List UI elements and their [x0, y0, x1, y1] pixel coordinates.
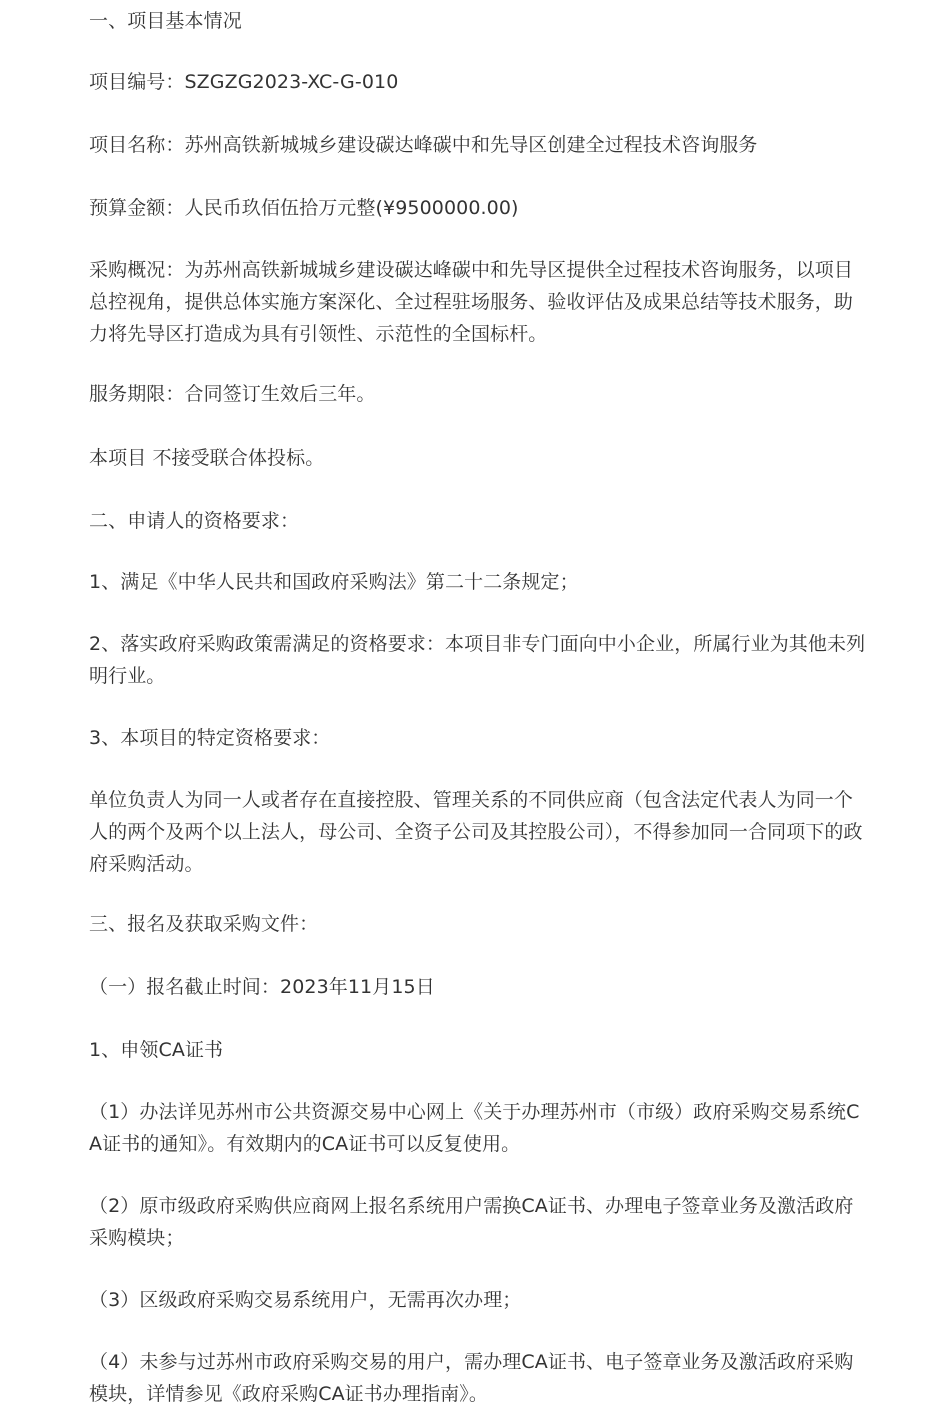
ca-item-4: （4）未参与过苏州市政府采购交易的用户，需办理CA证书、电子签章业务及激活政府采购模块，详情参见《政府采购CA证书办理指南》。	[89, 1351, 854, 1405]
ca-certificate-heading: 1、申领CA证书	[89, 1039, 224, 1061]
budget-amount: 预算金额：人民币玖佰伍拾万元整(¥9500000.00)	[89, 197, 519, 219]
qualification-item-3: 3、本项目的特定资格要求：	[89, 727, 331, 749]
ca-item-2: （2）原市级政府采购供应商网上报名系统用户需换CA证书、办理电子签章业务及激活政府采购模块；	[89, 1195, 854, 1249]
project-number: 项目编号：SZGZG2023-XC-G-010	[89, 71, 399, 93]
ca-item-3: （3）区级政府采购交易系统用户，无需再次办理；	[89, 1289, 522, 1311]
section-heading-basic-info: 一、项目基本情况	[89, 10, 242, 32]
service-period: 服务期限：合同签订生效后三年。	[89, 383, 376, 405]
section-heading-registration: 三、报名及获取采购文件：	[89, 913, 319, 935]
ca-item-1: （1）办法详见苏州市公共资源交易中心网上《关于办理苏州市（市级）政府采购交易系统CA证书的通知》。有效期内的CA证书可以反复使用。	[89, 1101, 860, 1155]
procurement-overview: 采购概况：为苏州高铁新城城乡建设碳达峰碳中和先导区提供全过程技术咨询服务，以项目总控视角，提供总体实施方案深化、全过程驻场服务、验收评估及成果总结等技术服务，助力将先导区打造成为具有引领性、示范性的全国标杆。	[89, 259, 854, 345]
qualification-item-1: 1、满足《中华人民共和国政府采购法》第二十二条规定；	[89, 571, 579, 593]
section-heading-qualification: 二、申请人的资格要求：	[89, 510, 300, 532]
consortium-note: 本项目 不接受联合体投标。	[89, 447, 325, 469]
project-name: 项目名称：苏州高铁新城城乡建设碳达峰碳中和先导区创建全过程技术咨询服务	[89, 134, 758, 156]
registration-deadline: （一）报名截止时间：2023年11月15日	[89, 976, 435, 998]
specific-qualification-text: 单位负责人为同一人或者存在直接控股、管理关系的不同供应商（包含法定代表人为同一个人的两个及两个以上法人，母公司、全资子公司及其控股公司），不得参加同一合同项下的政府采购活动。	[89, 789, 863, 875]
qualification-item-2: 2、落实政府采购政策需满足的资格要求：本项目非专门面向中小企业，所属行业为其他未列明行业。	[89, 633, 866, 687]
